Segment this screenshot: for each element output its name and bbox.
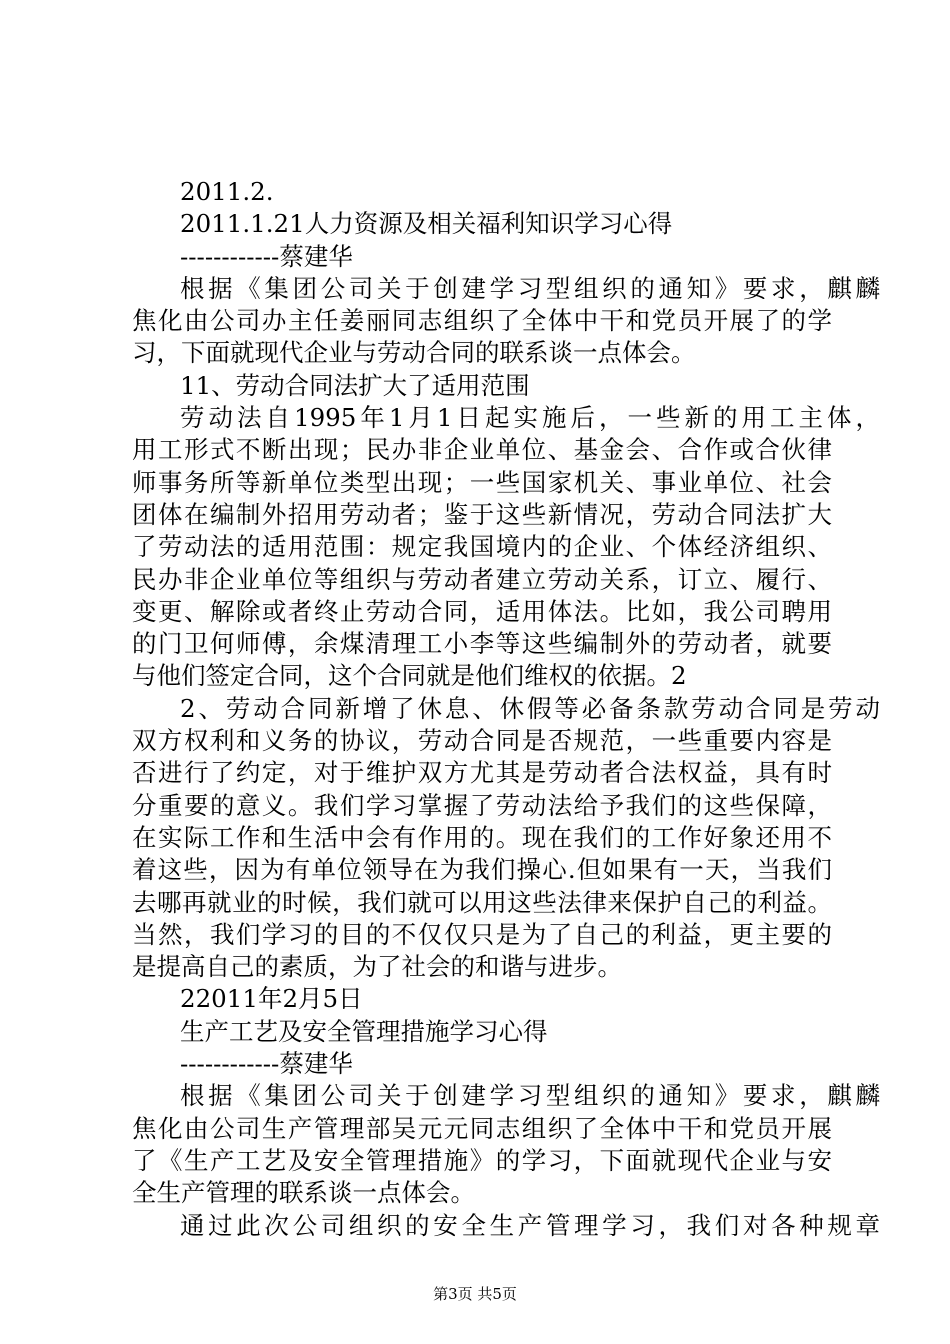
paragraph-line: 习，下面就现代企业与劳动合同的联系谈一点体会。 <box>132 338 696 368</box>
date-line: 2011.2. <box>180 177 274 206</box>
paragraph-line: 双方权利和义务的协议，劳动合同是否规范，一些重要内容是 <box>132 726 832 756</box>
author-line: ------------蔡建华 <box>180 1049 353 1079</box>
paragraph-line: 在实际工作和生活中会有作用的。现在我们的工作好象还用不 <box>132 822 832 852</box>
subheading: 11、劳动合同法扩大了适用范围 <box>180 370 530 400</box>
paragraph-line: 全生产管理的联系谈一点体会。 <box>132 1178 475 1208</box>
paragraph-line: 去哪再就业的时候，我们就可以用这些法律来保护自己的利益。 <box>132 887 832 917</box>
paragraph-line: 焦化由公司办主任姜丽同志组织了全体中干和党员开展了的学 <box>132 306 832 336</box>
page-number: 第3页 共5页 <box>433 1285 517 1303</box>
paragraph-line: 的门卫何师傅，余煤清理工小李等这些编制外的劳动者，就要 <box>132 629 832 659</box>
paragraph-line: 根据《集团公司关于创建学习型组织的通知》要求，麒麟 <box>180 273 880 303</box>
author-line: ------------蔡建华 <box>180 241 353 271</box>
paragraph-line: 团体在编制外招用劳动者；鉴于这些新情况，劳动合同法扩大 <box>132 499 832 529</box>
paragraph-line: 了劳动法的适用范围：规定我国境内的企业、个体经济组织、 <box>132 532 832 562</box>
paragraph-line: 是提高自己的素质，为了社会的和谐与进步。 <box>132 952 622 982</box>
date-line: 22011年2月5日 <box>180 984 363 1014</box>
paragraph-line: 当然，我们学习的目的不仅仅只是为了自己的利益，更主要的 <box>132 919 832 949</box>
section-title: 生产工艺及安全管理措施学习心得 <box>180 1016 548 1046</box>
paragraph-line: 与他们签定合同，这个合同就是他们维权的依据。2 <box>132 661 687 691</box>
paragraph-line: 劳动法自1995年1月1日起实施后，一些新的用工主体， <box>180 403 880 433</box>
paragraph-line: 2、劳动合同新增了休息、休假等必备条款劳动合同是劳动 <box>180 693 880 723</box>
paragraph-line: 着这些，因为有单位领导在为我们操心.但如果有一天，当我们 <box>132 855 832 885</box>
paragraph-line: 否进行了约定，对于维护双方尤其是劳动者合法权益，具有时 <box>132 758 832 788</box>
document-body <box>132 176 880 1242</box>
paragraph-line: 通过此次公司组织的安全生产管理学习，我们对各种规章 <box>180 1210 880 1240</box>
paragraph-line: 用工形式不断出现；民办非企业单位、基金会、合作或合伙律 <box>132 435 832 465</box>
paragraph-line: 师事务所等新单位类型出现；一些国家机关、事业单位、社会 <box>132 467 832 497</box>
section-title: 2011.1.21人力资源及相关福利知识学习心得 <box>180 209 673 239</box>
paragraph-line: 了《生产工艺及安全管理措施》的学习，下面就现代企业与安 <box>132 1145 832 1175</box>
paragraph-line: 民办非企业单位等组织与劳动者建立劳动关系，订立、履行、 <box>132 564 832 594</box>
paragraph-line: 焦化由公司生产管理部吴元元同志组织了全体中干和党员开展 <box>132 1113 832 1143</box>
paragraph-line: 变更、解除或者终止劳动合同，适用体法。比如，我公司聘用 <box>132 596 832 626</box>
page-footer <box>0 1283 950 1304</box>
paragraph-line: 根据《集团公司关于创建学习型组织的通知》要求，麒麟 <box>180 1081 880 1111</box>
paragraph-line: 分重要的意义。我们学习掌握了劳动法给予我们的这些保障， <box>132 790 832 820</box>
